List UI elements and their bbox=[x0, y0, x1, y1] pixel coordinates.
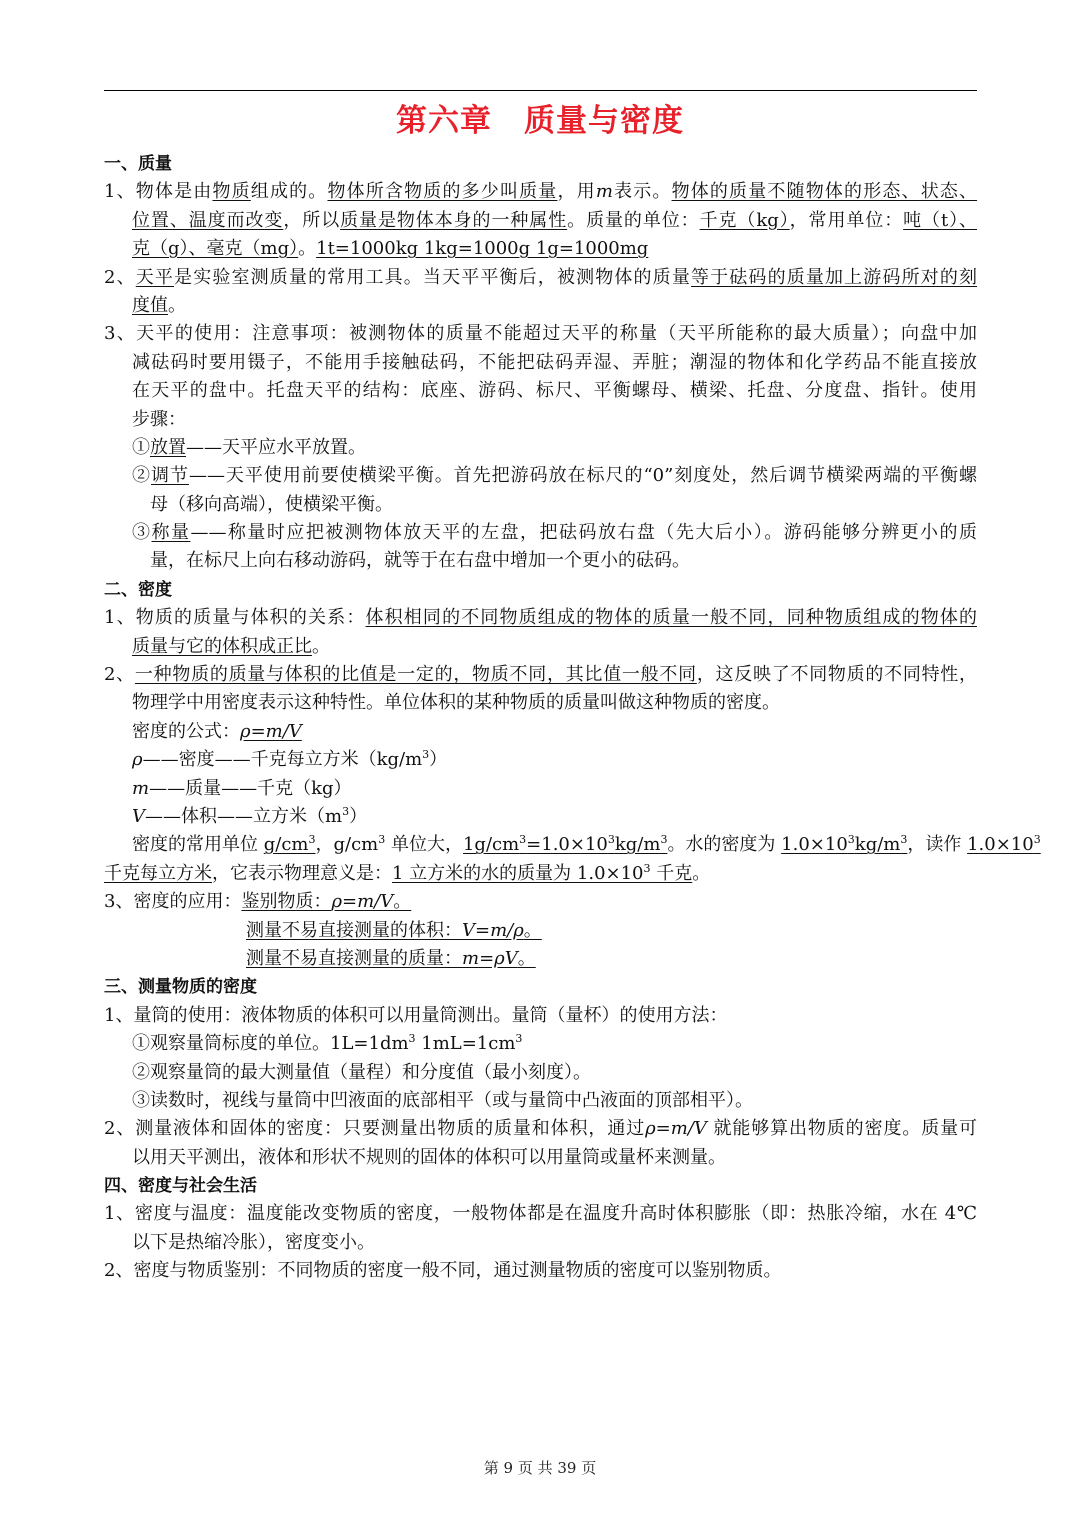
text-line: 千克每立方米，它表示物理意义是：1 立方米的水的质量为 $1.0\times 10^3$ 千克。 bbox=[104, 861, 711, 884]
chapter-title: 第六章 质量与密度 bbox=[396, 103, 684, 139]
text-line: 2、测量液体和固体的密度：只要测量出物质的质量和体积，通过ρ=m/V 就能够算出物质的密度。质量可 bbox=[104, 1118, 977, 1140]
document-body bbox=[104, 150, 1041, 1286]
text-line: 1、物体是由物质组成的。物体所含物质的多少叫质量，用m表示。物体的质量不随物体的形态、状态、 bbox=[104, 181, 978, 203]
section-heading: 四、密度与社会生活 bbox=[104, 1176, 257, 1197]
section-heading: 一、质量 bbox=[104, 154, 172, 174]
text-line: ①放置——天平应水平放置。 bbox=[132, 436, 366, 458]
text-line: 1、量筒的使用：液体物质的体积可以用量筒测出。量筒（量杯）的使用方法： bbox=[104, 1004, 728, 1026]
text-line: 位置、温度而改变，所以质量是物体本身的一种属性。质量的单位：千克（kg），常用单位：吨（t）、 bbox=[132, 209, 978, 231]
text-line: 步骤： bbox=[132, 408, 186, 430]
text-line: 度值。 bbox=[132, 294, 186, 316]
page-number-footer: 第 9 页 共 39 页 bbox=[483, 1459, 597, 1477]
text-line: 测量不易直接测量的体积：V=m/ρ。 bbox=[246, 919, 542, 941]
section-heading: 三、测量物质的密度 bbox=[104, 977, 257, 998]
text-line: 物理学中用密度表示这种特性。单位体积的某种物质的质量叫做这种物质的密度。 bbox=[132, 692, 780, 714]
text-line: 密度的公式：ρ=m/V bbox=[132, 720, 302, 742]
text-line: ρ——密度——千克每立方米$(kg/m^3)$ bbox=[132, 748, 448, 771]
text-line: ③读数时，视线与量筒中凹液面的底部相平（或与量筒中凸液面的顶部相平）。 bbox=[132, 1089, 753, 1111]
text-line: ②观察量筒的最大测量值（量程）和分度值（最小刻度）。 bbox=[132, 1061, 591, 1083]
text-line: 在天平的盘中。托盘天平的结构：底座、游码、标尺、平衡螺母、横梁、托盘、分度盘、指针。使用 bbox=[132, 380, 977, 402]
text-line: 克（g）、毫克（mg）。1t=1000kg 1kg=1000g 1g=1000mg bbox=[132, 238, 649, 260]
text-line: 质量与它的体积成正比。 bbox=[132, 635, 330, 657]
text-line: ③称量——称量时应把被测物体放天平的左盘，把砝码放右盘（先大后小）。游码能够分辨更小的质 bbox=[132, 522, 978, 544]
section-heading: 二、密度 bbox=[104, 579, 172, 600]
text-line: 以下是热缩冷胀），密度变小。 bbox=[132, 1231, 375, 1253]
text-line: 量，在标尺上向右移动游码，就等于在右盘中增加一个更小的砝码。 bbox=[150, 550, 690, 572]
text-line: V——体积——立方米$(m^3)$ bbox=[132, 804, 368, 827]
text-line: 1、物质的质量与体积的关系：体积相同的不同物质组成的物体的质量一般不同，同种物质组成的物体的 bbox=[104, 607, 978, 629]
text-line: 3、天平的使用：注意事项：被测物体的质量不能超过天平的称量（天平所能称的最大质量）；向盘中加 bbox=[104, 323, 977, 345]
text-line: 2、一种物质的质量与体积的比值是一定的，物质不同，其比值一般不同，这反映了不同物质的不同特性， bbox=[104, 664, 978, 686]
text-line: m——质量——千克（kg） bbox=[132, 777, 352, 799]
text-line: 以用天平测出，液体和形状不规则的固体的体积可以用量筒或量杯来测量。 bbox=[132, 1146, 726, 1168]
text-line: 2、天平是实验室测质量的常用工具。当天平平衡后，被测物体的质量等于砝码的质量加上游码所对的刻 bbox=[104, 266, 978, 288]
text-line: ①观察量筒标度的单位。$1L=1dm^3$ $1mL=1cm^3$ bbox=[132, 1032, 523, 1055]
text-line: 密度的常用单位 $g/cm^3$，$g/cm^3$ 单位大，$1g/cm^3=1.0\times 10^3kg/m^3$。水的密度为 $1.0\times 10^3kg/m^3$，读作 $1.0\times 10^3$ bbox=[132, 833, 1041, 856]
text-line: 母（移向高端），使横梁平衡。 bbox=[150, 493, 393, 515]
text-line: ②调节——天平使用前要使横梁平衡。首先把游码放在标尺的“0”刻度处，然后调节横梁两端的平衡螺 bbox=[132, 465, 978, 487]
text-line: 测量不易直接测量的质量：m=ρV。 bbox=[246, 947, 536, 969]
text-line: 3、密度的应用：鉴别物质：ρ=m/V。 bbox=[104, 891, 412, 913]
text-line: 1、密度与温度：温度能改变物质的密度，一般物体都是在温度升高时体积膨胀（即：热胀冷缩，水在 4℃ bbox=[104, 1203, 977, 1225]
header-rule bbox=[104, 90, 977, 91]
text-line: 2、密度与物质鉴别：不同物质的密度一般不同，通过测量物质的密度可以鉴别物质。 bbox=[104, 1260, 782, 1282]
text-line: 减砝码时要用镊子，不能用手接触砝码，不能把砝码弄湿、弄脏；潮湿的物体和化学药品不能直接放 bbox=[132, 351, 977, 373]
